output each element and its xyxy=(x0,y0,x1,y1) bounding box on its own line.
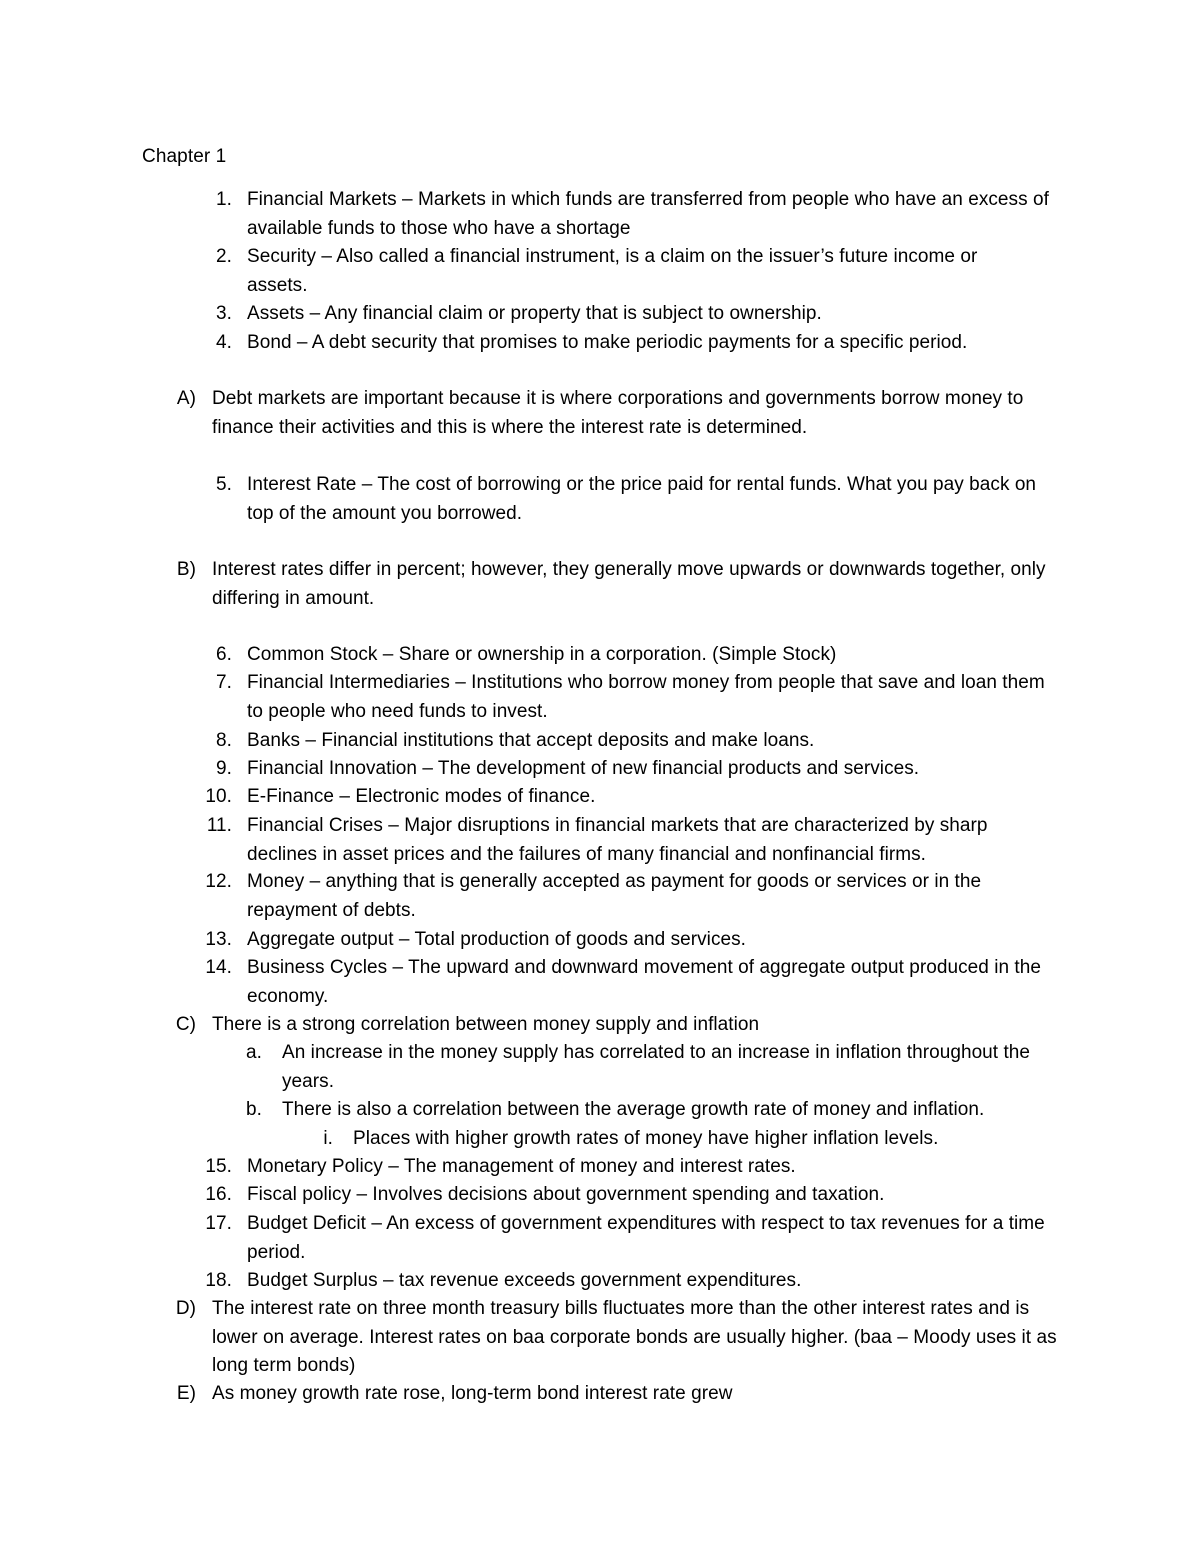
list-item-marker: 14. xyxy=(205,957,232,978)
list-item-text: Bond – A debt security that promises to make periodic payments for a specific period. xyxy=(247,332,968,353)
list-item-text: Fiscal policy – Involves decisions about government spending and taxation. xyxy=(247,1184,885,1205)
list-item-text: Monetary Policy – The management of money and interest rates. xyxy=(247,1156,796,1177)
list-item-marker: 12. xyxy=(205,871,232,892)
list-item-text: Security – Also called a financial instrument, is a claim on the issuer’s future income or assets. xyxy=(247,246,978,296)
list-item-text: Financial Intermediaries – Institutions who borrow money from people that save and loan them to people who need funds to invest. xyxy=(247,672,1045,722)
list-item-text: Common Stock – Share or ownership in a corporation. (Simple Stock) xyxy=(247,644,837,665)
list-item-text: Money – anything that is generally accepted as payment for goods or services or in the repayment of debts. xyxy=(247,871,982,921)
list-item-text: An increase in the money supply has correlated to an increase in inflation throughout the years. xyxy=(282,1042,1031,1092)
list-item-text: Interest Rate – The cost of borrowing or the price paid for rental funds. What you pay back on top of the amount you borrowed. xyxy=(247,474,1037,524)
chapter-heading: Chapter 1 xyxy=(142,146,227,167)
list-item-marker: 10. xyxy=(205,786,232,807)
list-item-marker: B) xyxy=(176,559,196,580)
list-item-marker: 9. xyxy=(216,758,232,779)
list-item-text: Business Cycles – The upward and downward movement of aggregate output produced in the economy. xyxy=(247,957,1041,1007)
list-item-marker: 17. xyxy=(205,1213,232,1234)
list-item-text: Interest rates differ in percent; however, they generally move upwards or downwards together, only differing in amount. xyxy=(212,559,1046,609)
list-item-text: Banks – Financial institutions that accept deposits and make loans. xyxy=(247,730,815,751)
list-item-marker: i. xyxy=(323,1128,333,1149)
list-item-text: The interest rate on three month treasury bills fluctuates more than the other interest rates and is lower on average. Interest rates on baa corporate bonds are usually higher. (baa – Moody uses it as long term bonds) xyxy=(212,1298,1057,1376)
list-item-marker: D) xyxy=(175,1298,196,1319)
list-item-text: E-Finance – Electronic modes of finance. xyxy=(247,786,596,807)
list-item-text: Financial Innovation – The development of new financial products and services. xyxy=(247,758,920,779)
list-item-text: Financial Markets – Markets in which funds are transferred from people who have an excess of available funds to those who have a shortage xyxy=(247,189,1049,239)
list-item-marker: b. xyxy=(246,1099,262,1120)
list-item-marker: 8. xyxy=(216,730,232,751)
list-item-marker: 1. xyxy=(216,189,232,210)
list-item-marker: 11. xyxy=(206,815,232,836)
list-item-marker: 16. xyxy=(205,1184,232,1205)
list-item-marker: 2. xyxy=(216,246,232,267)
list-item-text: Budget Surplus – tax revenue exceeds government expenditures. xyxy=(247,1270,802,1291)
list-item-text: Places with higher growth rates of money have higher inflation levels. xyxy=(353,1128,939,1149)
list-item-marker: 7. xyxy=(216,672,232,693)
list-item-text: Aggregate output – Total production of goods and services. xyxy=(247,929,746,950)
list-item-text: Budget Deficit – An excess of government expenditures with respect to tax revenues for a time period. xyxy=(247,1213,1045,1263)
list-item-marker: 15. xyxy=(205,1156,232,1177)
list-item-marker: 3. xyxy=(216,303,232,324)
list-item-marker: 18. xyxy=(205,1270,232,1291)
list-item-marker: 4. xyxy=(216,332,232,353)
list-item-marker: E) xyxy=(176,1383,196,1404)
list-item-marker: 5. xyxy=(216,474,232,495)
list-item-marker: 6. xyxy=(216,644,232,665)
list-item-marker: A) xyxy=(176,388,196,409)
list-item-text: Debt markets are important because it is where corporations and governments borrow money to finance their activities and this is where the interest rate is determined. xyxy=(212,388,1024,438)
list-item-text: There is a strong correlation between money supply and inflation xyxy=(212,1014,760,1035)
list-item-text: Financial Crises – Major disruptions in financial markets that are characterized by sharp declines in asset prices and the failures of many financial and nonfinancial firms. xyxy=(247,815,988,865)
list-item-marker: C) xyxy=(175,1014,196,1035)
list-item-text: There is also a correlation between the average growth rate of money and inflation. xyxy=(282,1099,985,1120)
list-item-marker: 13. xyxy=(205,929,232,950)
list-item-text: Assets – Any financial claim or property that is subject to ownership. xyxy=(247,303,822,324)
list-item-text: As money growth rate rose, long-term bond interest rate grew xyxy=(212,1383,733,1404)
list-item-marker: a. xyxy=(246,1042,262,1063)
